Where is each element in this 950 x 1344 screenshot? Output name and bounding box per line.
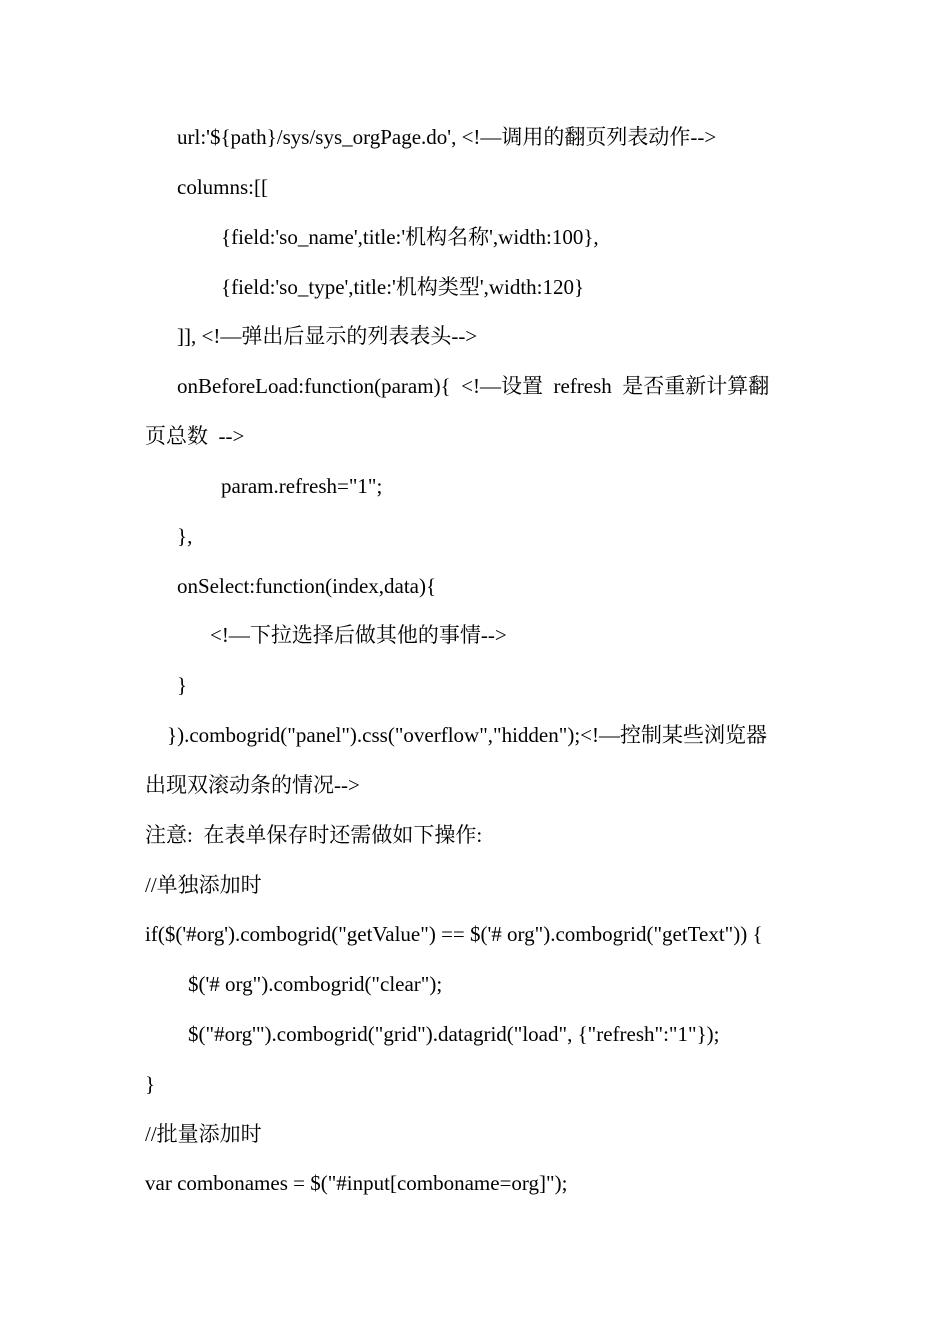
code-line-columns-close: ]], <!—弹出后显示的列表表头--> <box>177 324 478 348</box>
code-line-url: url:'${path}/sys/sys_orgPage.do', <!—调用的翻页列表动作--> <box>177 125 717 149</box>
code-line-datagrid-load: $("#org'").combogrid("grid").datagrid("load", {"refresh":"1"}); <box>188 1022 720 1046</box>
code-line-onbeforeload: onBeforeLoad:function(param){ <!—设置 refresh 是否重新计算翻 <box>177 374 770 398</box>
code-line-field-type: {field:'so_type',title:'机构类型',width:120} <box>221 275 585 299</box>
code-line-if-close: } <box>145 1072 156 1096</box>
comment-batch-add: //批量添加时 <box>145 1122 262 1146</box>
code-line-combogrid-panel-wrap: 出现双滚动条的情况--> <box>145 773 360 797</box>
code-line-combogrid-panel: }).combogrid("panel").css("overflow","hidden");<!—控制某些浏览器 <box>167 723 767 747</box>
code-line-columns-open: columns:[[ <box>177 175 268 199</box>
code-line-onbeforeload-close: }, <box>177 524 193 548</box>
code-line-onbeforeload-wrap: 页总数 --> <box>145 424 245 448</box>
code-line-onselect-close: } <box>177 673 188 697</box>
comment-single-add: //单独添加时 <box>145 873 262 897</box>
code-line-field-name: {field:'so_name',title:'机构名称',width:100}, <box>221 225 599 249</box>
code-line-if: if($('#org').combogrid("getValue") == $('# org").combogrid("getText")) { <box>145 922 763 946</box>
code-line-var-combonames: var combonames = $("#input[comboname=org]"); <box>145 1171 568 1195</box>
code-line-onselect-comment: <!—下拉选择后做其他的事情--> <box>210 623 507 647</box>
note-line: 注意: 在表单保存时还需做如下操作: <box>145 823 483 847</box>
code-line-onselect: onSelect:function(index,data){ <box>177 574 437 598</box>
code-line-param-refresh: param.refresh="1"; <box>221 474 383 498</box>
code-line-clear: $('# org").combogrid("clear"); <box>188 972 443 996</box>
